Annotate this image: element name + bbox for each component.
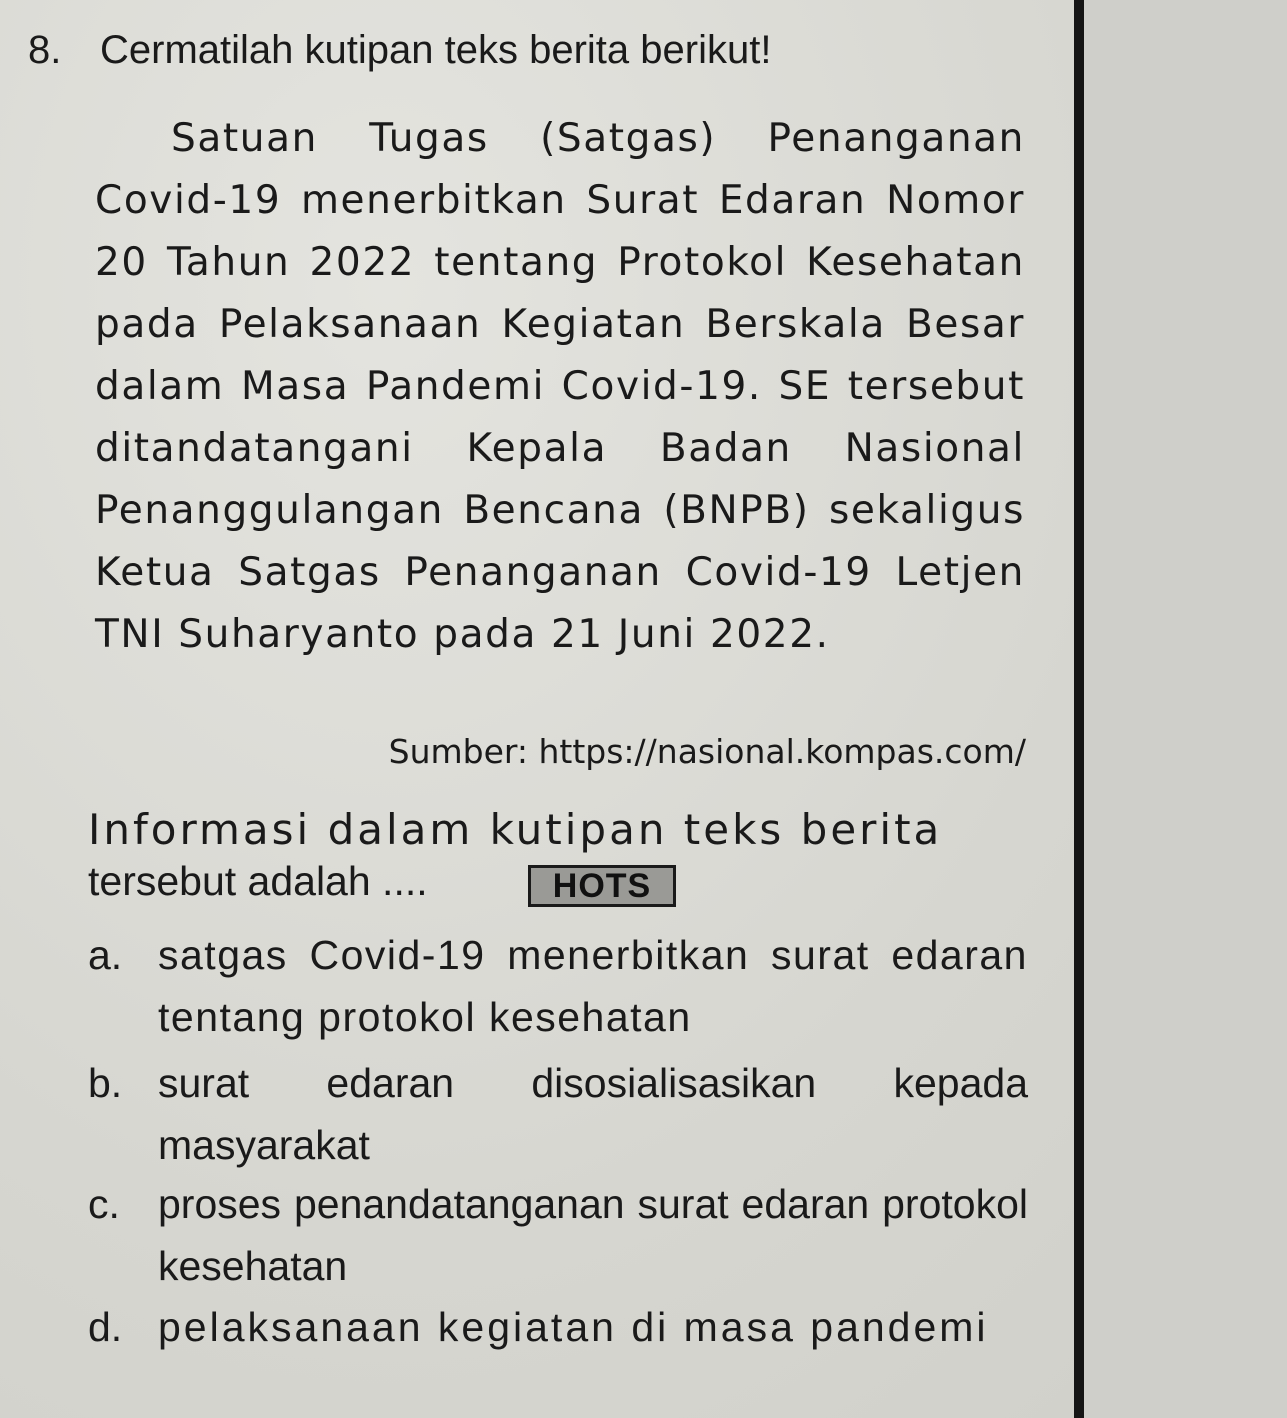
news-source: Sumber: https://nasional.kompas.com/ xyxy=(388,732,1026,771)
question-heading xyxy=(28,28,771,73)
option-letter: d. xyxy=(88,1304,123,1350)
option-letter: c. xyxy=(88,1181,120,1227)
option-letter: b. xyxy=(88,1060,123,1106)
option-text: pelaksanaan kegiatan di masa pandemi xyxy=(158,1304,989,1350)
option-text: satgas Covid-19 menerbitkan surat edaran tentang protokol kesehatan xyxy=(158,932,1028,1040)
news-excerpt: Satuan Tugas (Satgas) Penanganan Covid-19 menerbitkan Surat Edaran Nomor 20 Tahun 2022 tentang Protokol Kesehatan pada Pelaksanaan Kegiatan Berskala Besar dalam Masa Pandemi Covid-19. SE tersebut ditandatangani Kepala Badan Nasional Penanggulangan Bencana (BNPB) sekaligus Ketua Satgas Penanganan Covid-19 Letjen TNI Suharyanto pada 21 Juni 2022. xyxy=(95,116,1025,657)
question-prompt-line-1: Informasi dalam kutipan teks berita xyxy=(88,805,943,854)
option-letter: a. xyxy=(88,932,123,978)
option-text: surat edaran disosialisasikan kepada masyarakat xyxy=(158,1060,1028,1168)
right-border-rule xyxy=(1074,0,1084,1418)
right-margin xyxy=(1084,0,1287,1418)
option-text: proses penandatanganan surat edaran protokol kesehatan xyxy=(158,1181,1028,1289)
hots-badge: HOTS xyxy=(528,865,676,907)
question-prompt-line-2: tersebut adalah .... xyxy=(88,858,428,904)
question-instruction: Cermatilah kutipan teks berita berikut! xyxy=(100,28,772,72)
question-number: 8. xyxy=(28,28,62,72)
